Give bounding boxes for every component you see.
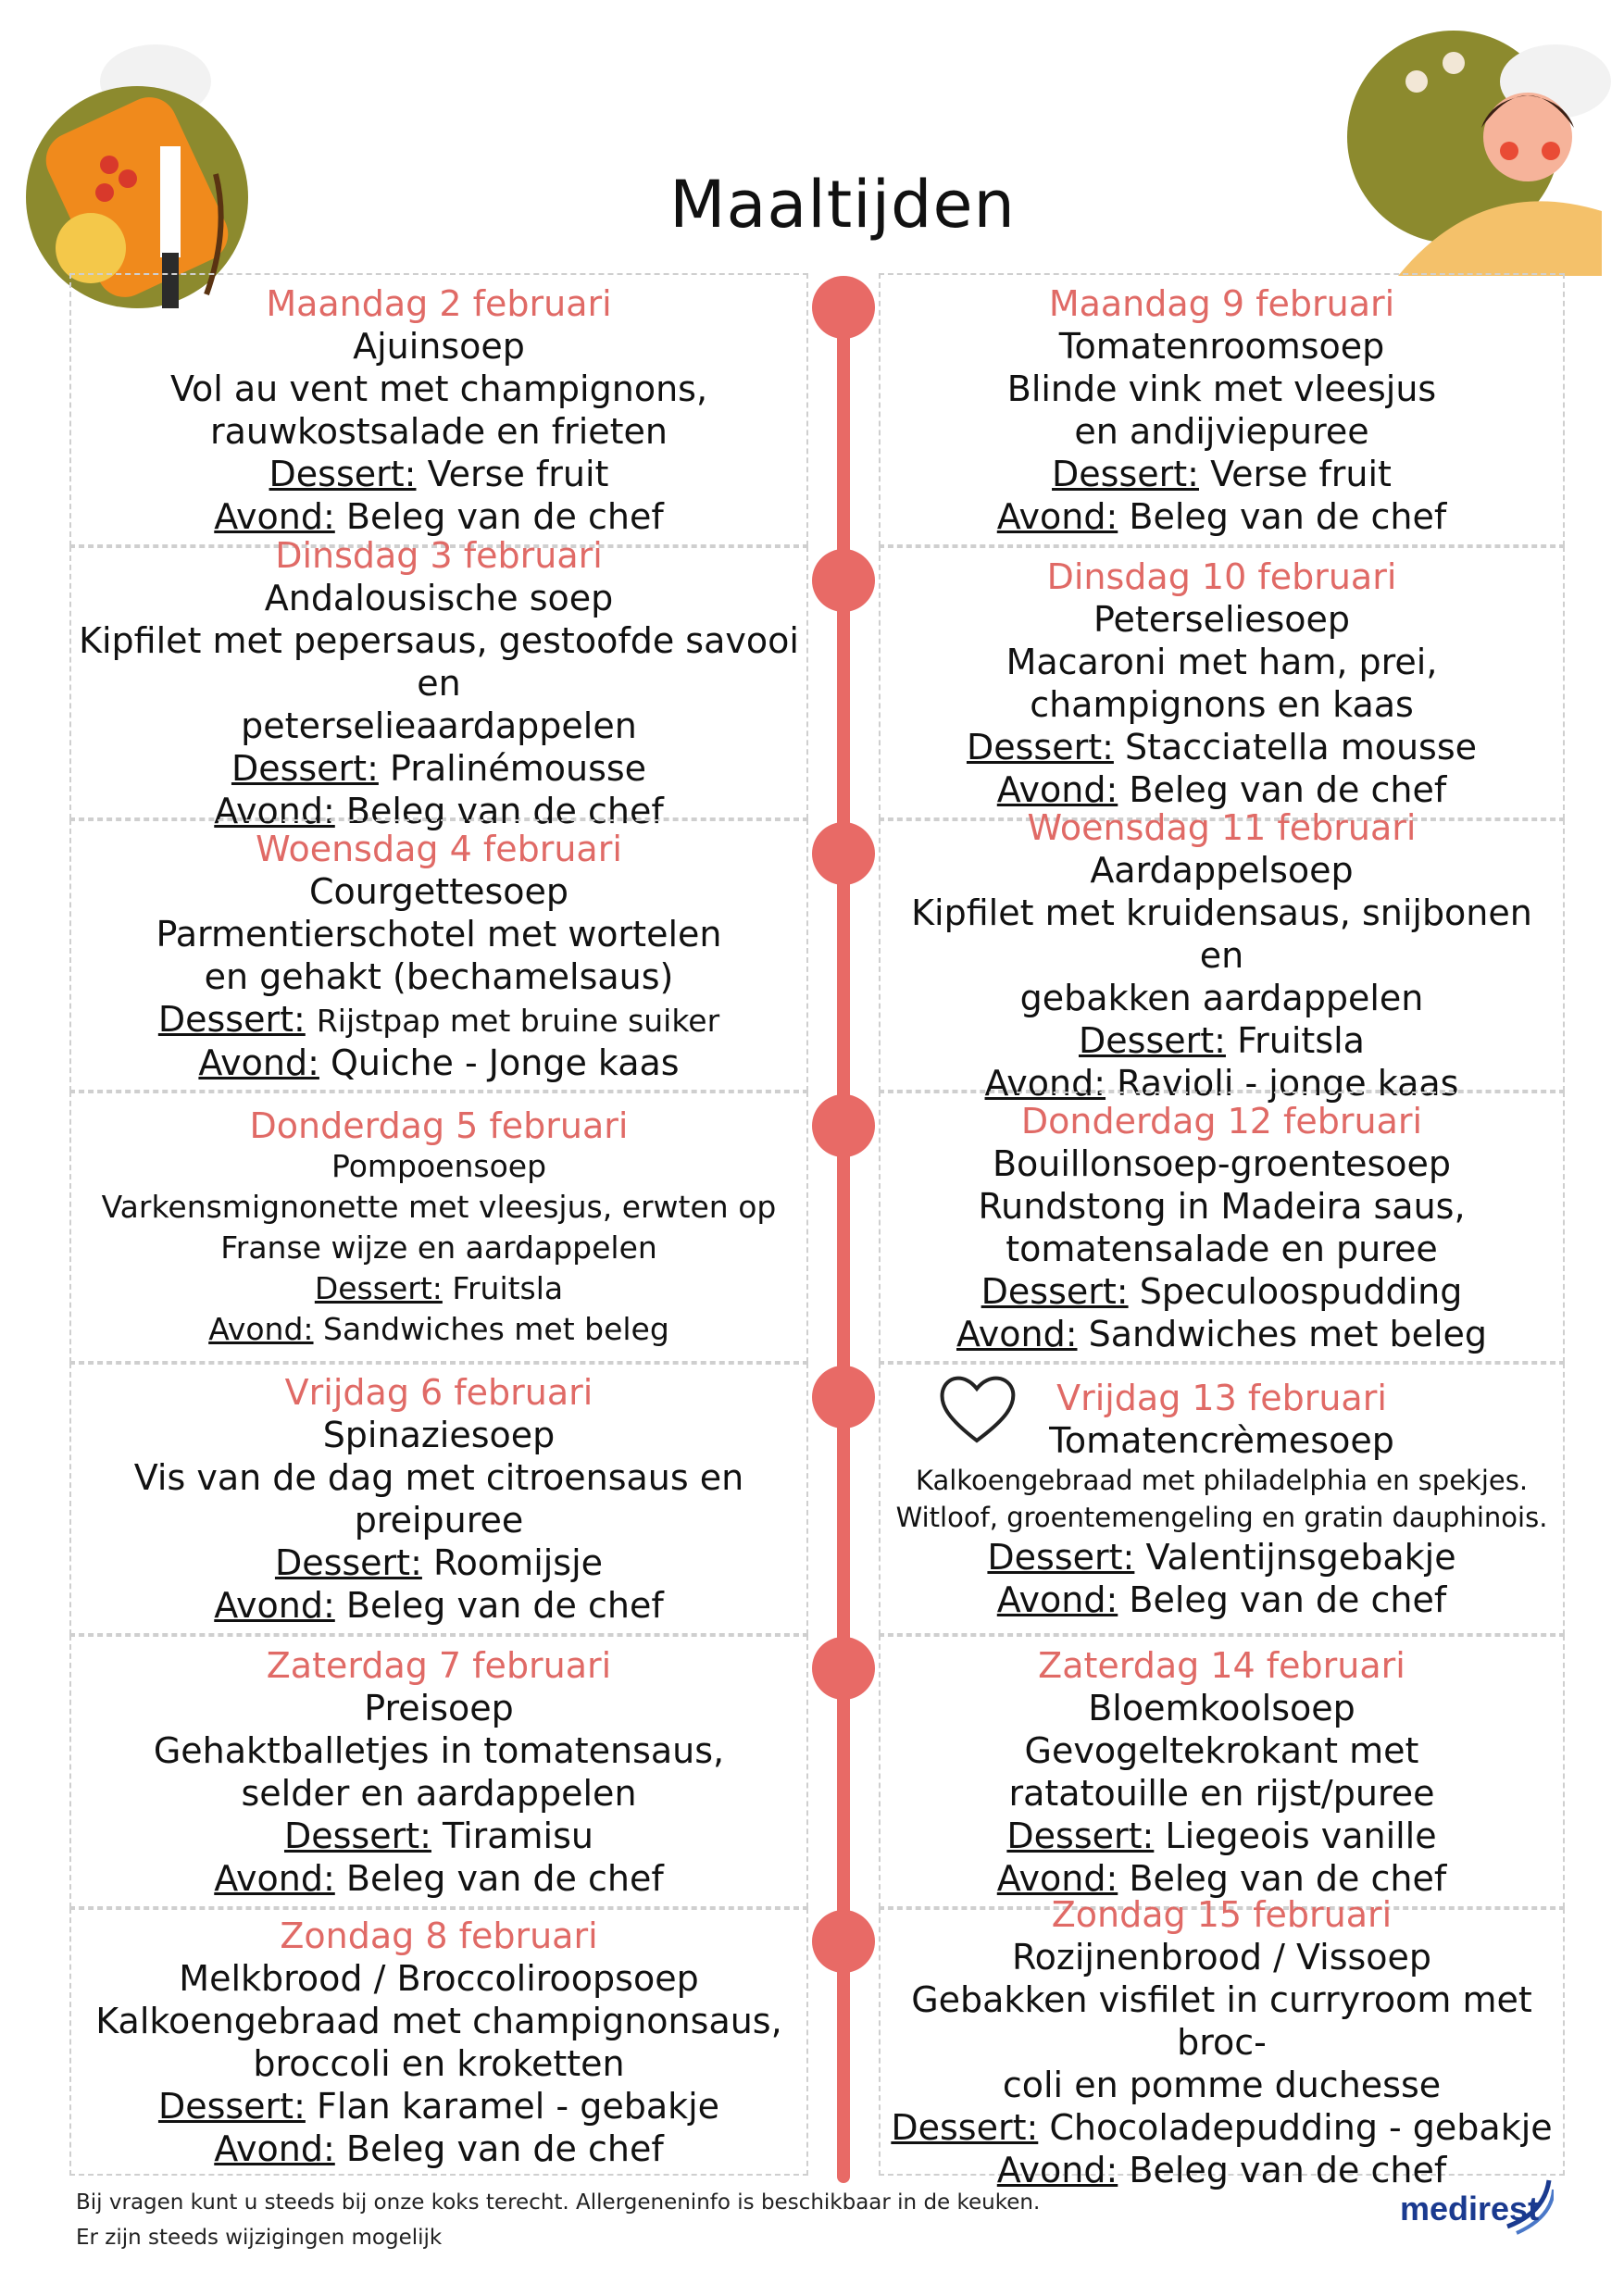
evening-label: Avond: bbox=[996, 2149, 1118, 2190]
menu-day-card bbox=[69, 1363, 808, 1635]
dessert-line bbox=[891, 2106, 1552, 2149]
main-dish-line: Gehaktballetjes in tomatensaus, bbox=[153, 1729, 725, 1771]
day-heading: Donderdag 5 februari bbox=[249, 1104, 629, 1146]
main-dish-line: rauwkostsalade en frieten bbox=[209, 410, 668, 452]
soup: Pompoensoep bbox=[331, 1147, 547, 1184]
menu-day-card bbox=[879, 546, 1565, 819]
soup: Preisoep bbox=[364, 1687, 514, 1728]
dessert-label: Dessert: bbox=[966, 726, 1114, 767]
footer-note: Bij vragen kunt u steeds bij onze koks terecht. Allergeneninfo is beschikbaar in de keuken. bbox=[76, 2190, 1041, 2215]
main-dish-line: broccoli en kroketten bbox=[253, 2042, 625, 2084]
evening-label: Avond: bbox=[208, 1310, 314, 1347]
main-dish-line: Macaroni met ham, prei, bbox=[1006, 641, 1438, 682]
menu-day-card bbox=[69, 273, 808, 546]
day-heading: Vrijdag 13 februari bbox=[1056, 1378, 1387, 1418]
dessert-label: Dessert: bbox=[269, 453, 417, 494]
menu-day-card bbox=[69, 1635, 808, 1908]
menu-day-card bbox=[879, 273, 1565, 546]
dessert-value: Speculoospudding bbox=[1139, 1270, 1463, 1312]
dessert-line bbox=[269, 453, 609, 495]
brand-logo: medirest bbox=[1400, 2190, 1540, 2227]
main-dish-line: Kalkoengebraad met champignonsaus, bbox=[95, 2000, 782, 2041]
main-dish-line: gebakken aardappelen bbox=[1019, 978, 1424, 1018]
dessert-line bbox=[981, 1270, 1463, 1313]
day-heading: Vrijdag 6 februari bbox=[284, 1372, 593, 1413]
evening-label: Avond: bbox=[996, 495, 1118, 537]
dessert-label: Dessert: bbox=[981, 1270, 1129, 1312]
dessert-label: Dessert: bbox=[987, 1537, 1135, 1578]
evening-value: Sandwiches met beleg bbox=[323, 1310, 669, 1347]
dessert-value: Verse fruit bbox=[427, 453, 609, 494]
evening-line bbox=[198, 1042, 679, 1084]
soup: Aardappelsoep bbox=[1090, 850, 1354, 891]
evening-label: Avond: bbox=[996, 1579, 1118, 1620]
menu-day-card bbox=[69, 819, 808, 1092]
soup: Tomatencrèmesoep bbox=[1049, 1420, 1394, 1461]
main-dish-line: en andijviepuree bbox=[1074, 410, 1369, 452]
dessert-line bbox=[967, 726, 1477, 768]
main-dish-line: Kipfilet met pepersaus, gestoofde savooi en bbox=[79, 619, 799, 704]
evening-label: Avond: bbox=[984, 1063, 1106, 1104]
day-heading: Zondag 8 februari bbox=[280, 1915, 598, 1956]
evening-value: Beleg van de chef bbox=[1129, 768, 1447, 810]
main-dish-line: Parmentierschotel met wortelen bbox=[156, 913, 722, 955]
evening-line bbox=[208, 1309, 669, 1350]
dessert-label: Dessert: bbox=[1006, 1815, 1155, 1856]
dessert-value: Tiramisu bbox=[443, 1815, 593, 1856]
main-dish-line: Kipfilet met kruidensaus, snijbonen en bbox=[911, 892, 1532, 976]
dessert-label: Dessert: bbox=[1052, 453, 1199, 494]
dessert-value: Rijstpap met bruine suiker bbox=[316, 1002, 720, 1039]
dessert-line bbox=[987, 1536, 1455, 1578]
soup: Spinaziesoep bbox=[322, 1415, 556, 1455]
dessert-line bbox=[158, 2085, 719, 2128]
dessert-line bbox=[284, 1815, 593, 1857]
dessert-line bbox=[1079, 1019, 1365, 1062]
main-dish-line: selder en aardappelen bbox=[241, 1772, 637, 1814]
evening-value: Ravioli - jonge kaas bbox=[1117, 1063, 1459, 1104]
evening-line bbox=[214, 1857, 663, 1900]
main-dish-line: Rundstong in Madeira saus, bbox=[978, 1185, 1466, 1227]
day-heading: Woensdag 11 februari bbox=[1027, 807, 1417, 848]
dessert-label: Dessert: bbox=[891, 2106, 1039, 2148]
dessert-line bbox=[275, 1541, 603, 1584]
dessert-line bbox=[1006, 1815, 1436, 1857]
soup: Rozijnenbrood / Vissoep bbox=[1011, 1936, 1432, 1978]
menu-day-card bbox=[879, 807, 1565, 1104]
dessert-label: Dessert: bbox=[274, 1542, 422, 1583]
evening-label: Avond: bbox=[214, 495, 335, 537]
evening-value: Sandwiches met beleg bbox=[1088, 1313, 1488, 1354]
main-dish-line: preipuree bbox=[354, 1500, 524, 1541]
day-heading: Zaterdag 14 februari bbox=[1038, 1644, 1405, 1686]
evening-value: Beleg van de chef bbox=[1129, 1857, 1447, 1899]
dessert-value: Fruitsla bbox=[452, 1269, 564, 1306]
day-heading: Dinsdag 10 februari bbox=[1046, 555, 1397, 597]
evening-value: Beleg van de chef bbox=[345, 495, 664, 537]
main-dish-line: en gehakt (bechamelsaus) bbox=[204, 955, 674, 997]
evening-label: Avond: bbox=[996, 1857, 1118, 1899]
dessert-line bbox=[231, 747, 646, 790]
menu-day-card bbox=[69, 1092, 808, 1363]
soup: Peterseliesoep bbox=[1093, 598, 1351, 640]
evening-label: Avond: bbox=[214, 790, 335, 831]
main-dish-line: peterselieaardappelen bbox=[241, 705, 637, 746]
evening-line bbox=[997, 1578, 1446, 1621]
soup: Melkbrood / Broccoliroopsoep bbox=[179, 1957, 699, 1999]
soup: Tomatenroomsoep bbox=[1058, 325, 1385, 367]
day-heading: Zaterdag 7 februari bbox=[266, 1644, 612, 1686]
menu-day-card bbox=[69, 1908, 808, 2176]
evening-value: Beleg van de chef bbox=[1129, 495, 1447, 537]
dessert-line bbox=[315, 1268, 563, 1309]
main-dish-line: Vis van de dag met citroensaus en bbox=[133, 1457, 744, 1498]
evening-value: Beleg van de chef bbox=[345, 1857, 664, 1899]
menu-day-card bbox=[879, 1092, 1565, 1363]
evening-line bbox=[997, 2149, 1446, 2191]
dessert-value: Fruitsla bbox=[1237, 1020, 1365, 1061]
main-dish-line: tomatensalade en puree bbox=[1006, 1228, 1438, 1269]
evening-line bbox=[997, 495, 1446, 538]
soup: Bouillonsoep-groentesoep bbox=[992, 1142, 1452, 1184]
footer-note: Er zijn steeds wijzigingen mogelijk bbox=[76, 2226, 443, 2250]
main-dish-line: Blinde vink met vleesjus bbox=[1006, 368, 1437, 409]
dessert-value: Chocoladepudding - gebakje bbox=[1049, 2106, 1553, 2148]
evening-line bbox=[956, 1313, 1487, 1355]
main-dish-line: ratatouille en rijst/puree bbox=[1008, 1772, 1435, 1814]
soup: Bloemkoolsoep bbox=[1088, 1687, 1355, 1728]
dessert-label: Dessert: bbox=[157, 998, 306, 1040]
evening-label: Avond: bbox=[996, 768, 1118, 810]
evening-line bbox=[997, 768, 1446, 811]
dessert-label: Dessert: bbox=[157, 2085, 306, 2127]
evening-label: Avond: bbox=[214, 1585, 335, 1626]
evening-value: Beleg van de chef bbox=[345, 2128, 664, 2169]
menu-day-card bbox=[69, 534, 808, 831]
evening-label: Avond: bbox=[214, 1857, 335, 1899]
dessert-line bbox=[158, 998, 719, 1042]
main-dish-line: Gebakken visfilet in curryroom met broc- bbox=[911, 1978, 1532, 2063]
evening-label: Avond: bbox=[214, 2128, 335, 2169]
dessert-label: Dessert: bbox=[314, 1269, 443, 1306]
evening-line bbox=[214, 2128, 663, 2170]
dessert-label: Dessert: bbox=[1079, 1020, 1226, 1061]
heart-icon bbox=[935, 1368, 1018, 1447]
day-heading: Woensdag 4 februari bbox=[256, 828, 622, 869]
main-dish-line: champignons en kaas bbox=[1030, 683, 1414, 725]
evening-value: Quiche - Jonge kaas bbox=[331, 1042, 680, 1083]
dessert-value: Verse fruit bbox=[1210, 453, 1392, 494]
main-dish-line: coli en pomme duchesse bbox=[1002, 2064, 1442, 2105]
day-heading: Maandag 9 februari bbox=[1048, 282, 1395, 324]
menu-day-card bbox=[879, 1635, 1565, 1908]
evening-label: Avond: bbox=[956, 1313, 1078, 1354]
menu-grid bbox=[69, 273, 1565, 2190]
soup: Courgettesoep bbox=[308, 870, 569, 912]
footer bbox=[76, 2185, 1040, 2255]
evening-value: Beleg van de chef bbox=[345, 1585, 664, 1626]
dessert-value: Roomijsje bbox=[432, 1542, 604, 1583]
evening-label: Avond: bbox=[198, 1042, 319, 1083]
evening-line bbox=[214, 495, 663, 538]
main-dish-line: Vol au vent met champignons, bbox=[169, 368, 708, 409]
dessert-value: Liegeois vanille bbox=[1165, 1815, 1437, 1856]
day-heading: Dinsdag 3 februari bbox=[275, 534, 603, 576]
evening-line bbox=[214, 1584, 663, 1627]
dessert-label: Dessert: bbox=[283, 1815, 431, 1856]
main-dish-line: Varkensmignonette met vleesjus, erwten op bbox=[101, 1188, 777, 1225]
page-title: Maaltijden bbox=[669, 167, 1016, 243]
main-dish-line: Witloof, groentemengeling en gratin dauphinois. bbox=[895, 1502, 1548, 1533]
day-heading: Donderdag 12 februari bbox=[1020, 1100, 1423, 1142]
main-dish-line: Kalkoengebraad met philadelphia en spekjes. bbox=[915, 1465, 1529, 1496]
evening-value: Beleg van de chef bbox=[1129, 2149, 1447, 2190]
evening-value: Beleg van de chef bbox=[345, 790, 664, 831]
day-heading: Maandag 2 februari bbox=[266, 282, 612, 324]
menu-day-card bbox=[879, 1893, 1565, 2190]
main-dish-line: Franse wijze en aardappelen bbox=[220, 1229, 657, 1266]
evening-value: Beleg van de chef bbox=[1129, 1579, 1447, 1620]
day-heading: Zondag 15 februari bbox=[1051, 1893, 1393, 1935]
soup: Andalousische soep bbox=[264, 577, 614, 618]
dessert-value: Stacciatella mousse bbox=[1125, 726, 1478, 767]
dessert-value: Pralinémousse bbox=[389, 747, 647, 789]
dessert-value: Flan karamel - gebakje bbox=[316, 2085, 720, 2127]
dessert-line bbox=[1052, 453, 1392, 495]
dessert-label: Dessert: bbox=[231, 747, 379, 789]
main-dish-line: Gevogeltekrokant met bbox=[1024, 1729, 1419, 1771]
soup: Ajuinsoep bbox=[353, 325, 525, 367]
dessert-value: Valentijnsgebakje bbox=[1145, 1537, 1456, 1578]
